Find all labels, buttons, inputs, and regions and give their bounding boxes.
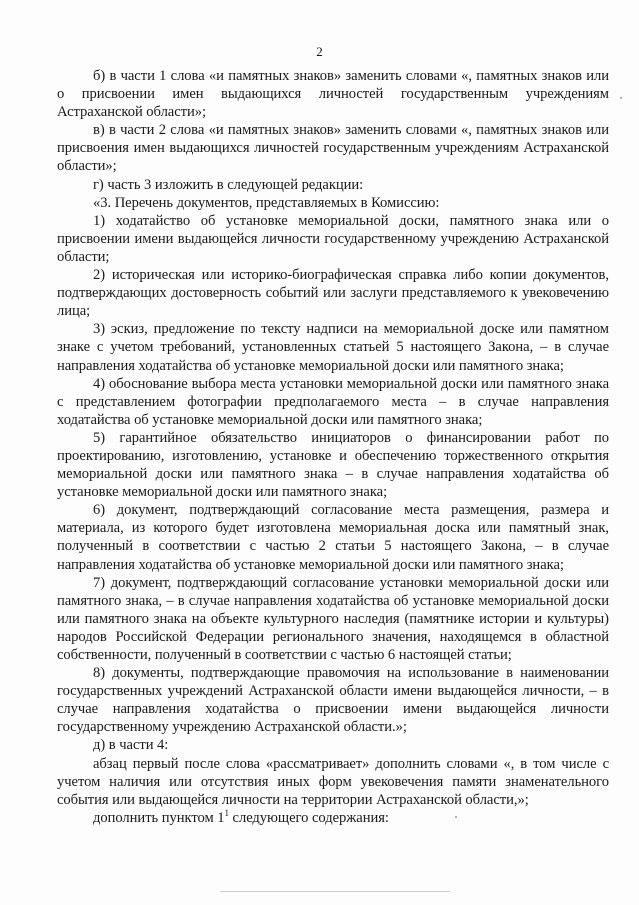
- paragraph-abzac: абзац первый после слова «рассматривает» дополнить словами «, в том числе с учетом наличия или отсутствия иных форм увековечения памяти знаменательного события или выдающейся личности на территории Астраханской области,»;: [57, 755, 609, 808]
- scan-speck: [620, 97, 622, 99]
- paragraph-dopolnit-suffix: следующего содержания:: [228, 809, 389, 826]
- document-body: [57, 67, 609, 827]
- scan-streak: [220, 891, 450, 892]
- list-item-6: 6) документ, подтверждающий согласование места размещения, размера и материала, из которого будет изготовлена мемориальная доска или памятный знак, полученный в соответствии с частью 2 статьи 5 настоящего Закона, – в случае направления ходатайства об установке мемориальной доски или памятного знака;: [57, 502, 609, 573]
- scan-speck: [455, 816, 457, 818]
- list-item-8: 8) документы, подтверждающие правомочия на использование в наименовании государственных учреждений Астраханской области имени выдающейся личности, – в случае направления ходатайства о присвоении имени выдающейся личности государственному учреждению Астраханской области.»;: [57, 665, 609, 736]
- list-item-1: 1) ходатайство об установке мемориальной доски, памятного знака или о присвоении имени выдающейся личности государственному учреждению Астраханской области;: [57, 212, 609, 265]
- paragraph-list-heading: «3. Перечень документов, представляемых в Комиссию:: [93, 194, 440, 211]
- list-item-2: 2) историческая или историко-биографическая справка либо копии документов, подтверждающих достоверность событий или заслуги представляемого к увековечению лица;: [57, 267, 609, 320]
- paragraph-dopolnit-prefix: дополнить пунктом 1: [93, 809, 225, 826]
- list-item-4: 4) обоснование выбора места установки мемориальной доски или памятного знака с представлением фотографии предполагаемого места – в случае направления ходатайства об установке мемориальной доски или памятного знака;: [57, 375, 609, 428]
- superscript-one: 1: [224, 807, 229, 818]
- page-number: 2: [316, 44, 323, 59]
- list-item-3: 3) эскиз, предложение по тексту надписи на мемориальной доске или памятном знаке с учетом требований, установленных статьей 5 настоящего Закона, – в случае направления ходатайства об установке мемориальной доски или памятного знака;: [57, 321, 609, 374]
- paragraph-dopolnit: [57, 809, 609, 827]
- paragraph-v: в) в части 2 слова «и памятных знаков» заменить словами «, памятных знаков или присвоения имен выдающихся личностей государственным учреждениям Астраханской области»;: [57, 122, 609, 175]
- paragraph-g: г) часть 3 изложить в следующей редакции:: [93, 176, 364, 193]
- paragraph-d: д) в части 4:: [93, 737, 169, 754]
- paragraph-b: б) в части 1 слова «и памятных знаков» заменить словами «, памятных знаков или о присвоении имен выдающихся личностей государственным учреждениям Астраханской области»;: [57, 68, 609, 121]
- list-item-7: 7) документ, подтверждающий согласование установки мемориальной доски или памятного знака, – в случае направления ходатайства об установке мемориальной доски или памятного знака на объекте культурного наследия (памятнике истории и культуры) народов Российской Федерации регионального значения, находящемся в областной собственности, полученный в соответствии с частью 6 настоящей статьи;: [57, 574, 609, 663]
- list-item-5: 5) гарантийное обязательство инициаторов о финансировании работ по проектированию, изготовлению, установке и обеспечению торжественного открытия мемориальной доски или памятного знака – в случае направления ходатайства об установке мемориальной доски или памятного знака;: [57, 429, 609, 501]
